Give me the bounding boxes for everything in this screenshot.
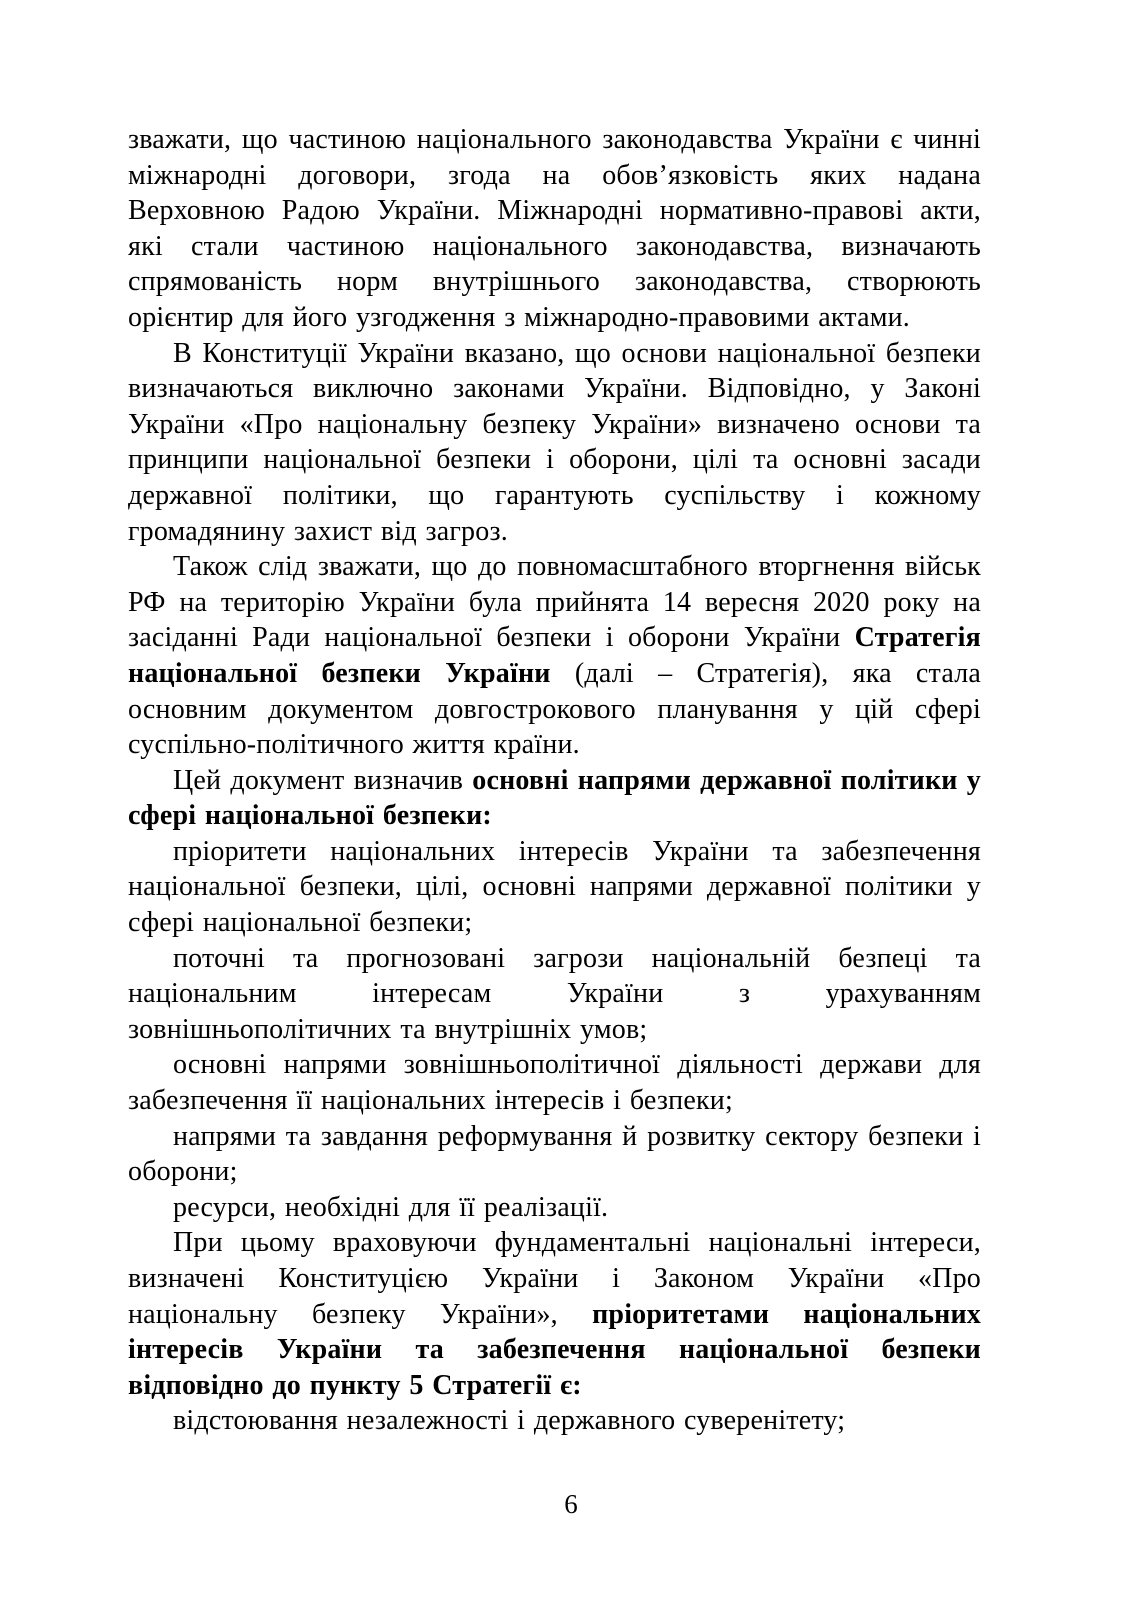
paragraph	[128, 763, 981, 834]
text-run: основні напрями зовнішньополітичної діяльності держави для забезпечення її національних інтересів і безпеки;	[128, 1049, 981, 1117]
text-run: (далі – Стратегія), яка стала основним документом довгострокового планування у цій сфері суспільно-політичного життя країни.	[128, 657, 982, 761]
text-run: При цьому враховуючи фундаментальні національні інтереси, визначені Конституцією України і Законом України «Про національну безпеку України»,	[128, 1227, 981, 1330]
page-number: 6	[564, 1489, 578, 1519]
text-block	[128, 122, 981, 1439]
text-run: Також слід зважати, що до повномасштабного вторгнення військ РФ на територію України була прийнята 14 вересня 2020 року на засіданні Ради національної безпеки і оборони України	[128, 551, 981, 654]
text-run: Цей документ визначив	[173, 764, 473, 796]
paragraph	[128, 834, 981, 941]
text-run: відстоювання незалежності і державного суверенітету;	[173, 1405, 846, 1437]
paragraph	[128, 549, 981, 763]
paragraph	[128, 1190, 981, 1226]
text-run-bold: Стратегія національної безпеки України	[128, 622, 981, 689]
text-run: В Конституції України вказано, що основи національної безпеки визначаються виключно законами України. Відповідно, у Законі України «Про національну безпеку України» визначено основи та принципи національної безпеки і оборони, цілі та основні засади державної політики, що гарантують суспільству і кожному громадянину захист від загроз.	[128, 337, 981, 547]
paragraph	[128, 336, 981, 550]
paragraph	[128, 122, 981, 336]
paragraph	[128, 941, 981, 1048]
text-run-bold: основні напрями державної політики у сфері національної безпеки:	[128, 764, 981, 832]
text-run: поточні та прогнозовані загрози національній безпеці та національним інтересам України з урахуванням зовнішньополітичних та внутрішніх умов;	[128, 942, 981, 1045]
text-run: пріоритети національних інтересів України та забезпечення національної безпеки, цілі, основні напрями державної політики у сфері національної безпеки;	[128, 835, 981, 939]
text-run: напрями та завдання реформування й розвитку сектору безпеки і оборони;	[128, 1120, 981, 1188]
paragraph	[128, 1119, 981, 1190]
paragraph	[128, 1403, 981, 1439]
text-run-bold: пріоритетами національних інтересів України та забезпечення національної безпеки відповідно до пункту 5 Стратегії є:	[128, 1298, 981, 1401]
text-run: зважати, що частиною національного законодавства України є чинні міжнародні договори, згода на обов’язковість яких надана Верховною Радою України. Міжнародні нормативно-правові акти, які стали частиною національного законодавства, визначають спрямованість норм внутрішнього законодавства, створюють орієнтир для його узгодження з міжнародно-правовими актами.	[128, 124, 981, 333]
paragraph	[128, 1047, 981, 1118]
paragraph	[128, 1225, 981, 1403]
text-run: ресурси, необхідні для її реалізації.	[173, 1191, 609, 1223]
